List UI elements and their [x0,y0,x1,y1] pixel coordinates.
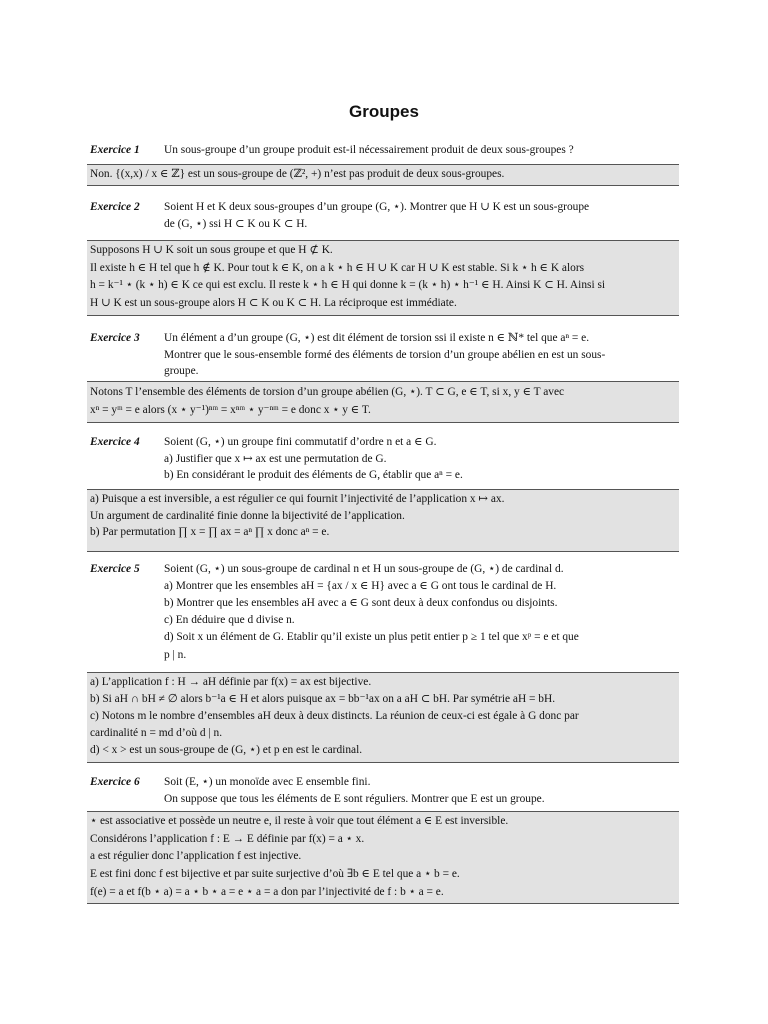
exercise-text: b) Montrer que les ensembles aH avec a ∈ G sont deux à deux confondus ou disjoints. [164,597,558,610]
answer-5 [87,672,679,763]
answer-1 [87,164,679,186]
answer-line: b) Si aH ∩ bH ≠ ∅ alors b⁻¹a ∈ H et alors puisque ax = bb⁻¹ax on a aH ⊂ bH. Par symétrie aH = bH. [90,693,556,706]
exercise-1 [90,142,680,159]
answer-line: xⁿ = yᵐ = e alors (x ⋆ y⁻¹)ⁿᵐ = xⁿᵐ ⋆ y⁻ⁿᵐ = e donc x ⋆ y ∈ T. [90,404,371,417]
exercise-text: groupe. [164,365,199,378]
answer-line: c) Notons m le nombre d’ensembles aH deux à deux distincts. La réunion de ceux-ci est égale à G donc par [90,710,579,723]
exercise-2 [90,199,680,232]
exercise-text: Soient (G, ⋆) un groupe fini commutatif d’ordre n et a ∈ G. [164,436,437,448]
answer-line: d) < x > est un sous-groupe de (G, ⋆) et p en est le cardinal. [90,744,363,757]
answer-line: a est régulier donc l’application f est injective. [90,850,302,863]
exercise-label: Exercice 2 [90,201,140,213]
answer-line: f(e) = a et f(b ⋆ a) = a ⋆ b ⋆ a = e ⋆ a = a don par l’injectivité de f : b ⋆ a = e. [90,885,444,898]
answer-line: h = k⁻¹ ⋆ (k ⋆ h) ∈ K ce qui est exclu. Il reste k ⋆ h ∈ H qui donne k = (k ⋆ h) ⋆ h⁻¹ ∈ H. Ainsi K ⊂ H. Ainsi si [90,279,606,292]
answer-4 [87,489,679,552]
answer-line: Considérons l’application f : E → E définie par f(x) = a ⋆ x. [90,832,365,845]
exercise-text: d) Soit x un élément de G. Etablir qu’il existe un plus petit entier p ≥ 1 tel que xᵖ = e et que [164,631,579,644]
exercise-label: Exercice 1 [90,144,140,156]
exercise-6 [90,774,680,808]
exercise-5 [90,561,680,664]
exercise-label: Exercice 3 [90,332,140,344]
exercise-text: a) Justifier que x ↦ ax est une permutation de G. [164,452,387,465]
answer-line: b) Par permutation ∏ x = ∏ ax = aⁿ ∏ x donc aⁿ = e. [90,526,330,539]
answer-line: Non. {(x,x) / x ∈ ℤ} est un sous-groupe de (ℤ², +) n’est pas produit de deux sous-groupes. [90,168,505,180]
answer-line: Supposons H ∪ K soit un sous groupe et que H ⊄ K. [90,244,333,256]
exercise-label: Exercice 6 [90,776,140,788]
exercise-label: Exercice 5 [90,563,140,575]
exercise-text: Montrer que le sous-ensemble formé des éléments de torsion d’un groupe abélien en est un sous- [164,348,606,361]
exercise-text: Un élément a d’un groupe (G, ⋆) est dit élément de torsion ssi il existe n ∈ ℕ* tel que aⁿ = e. [164,332,590,344]
answer-line: H ∪ K est un sous-groupe alors H ⊂ K ou K ⊂ H. La réciproque est immédiate. [90,297,457,310]
answer-line: ⋆ est associative et possède un neutre e, il reste à voir que tout élément a ∈ E est inversible. [90,815,509,827]
answer-line: Un argument de cardinalité finie donne la bijectivité de l’application. [90,509,405,522]
exercise-label: Exercice 4 [90,436,140,448]
exercise-text: On suppose que tous les éléments de E sont réguliers. Montrer que E est un groupe. [164,793,545,806]
exercise-text: Soient (G, ⋆) un sous-groupe de cardinal n et H un sous-groupe de (G, ⋆) de cardinal d. [164,563,564,575]
answer-2 [87,240,679,316]
answer-line: a) L’application f : H → aH définie par f(x) = ax est bijective. [90,676,372,688]
answer-line: cardinalité n = md d’où d | n. [90,727,223,740]
answer-line: Il existe h ∈ H tel que h ∉ K. Pour tout k ∈ K, on a k ⋆ h ∈ H ∪ K car H ∪ K est stable. Si k ⋆ h ∈ K alors [90,261,585,274]
exercise-text: Un sous-groupe d’un groupe produit est-il nécessairement produit de deux sous-groupes ? [164,144,574,156]
answer-3 [87,381,679,423]
exercise-text: de (G, ⋆) ssi H ⊂ K ou K ⊂ H. [164,217,308,230]
exercise-text: p | n. [164,648,187,661]
answer-6 [87,811,679,904]
exercise-4 [90,434,680,484]
answer-line: a) Puisque a est inversible, a est régulier ce qui fournit l’injectivité de l’application x ↦ ax. [90,493,505,505]
answer-line: Notons T l’ensemble des éléments de torsion d’un groupe abélien (G, ⋆). T ⊂ G, e ∈ T, si x, y ∈ T avec [90,386,565,398]
answer-line: E est fini donc f est bijective et par suite surjective d’où ∃b ∈ E tel que a ⋆ b = e. [90,868,460,881]
exercise-text: c) En déduire que d divise n. [164,614,295,627]
exercise-text: Soient H et K deux sous-groupes d’un groupe (G, ⋆). Montrer que H ∪ K est un sous-groupe [164,201,590,213]
exercise-text: b) En considérant le produit des éléments de G, établir que aⁿ = e. [164,469,463,482]
exercise-3 [90,330,680,380]
exercise-text: a) Montrer que les ensembles aH = {ax / x ∈ H} avec a ∈ G ont tous le cardinal de H. [164,580,557,593]
exercise-text: Soit (E, ⋆) un monoïde avec E ensemble fini. [164,776,371,788]
page-title: Groupes [349,102,419,121]
